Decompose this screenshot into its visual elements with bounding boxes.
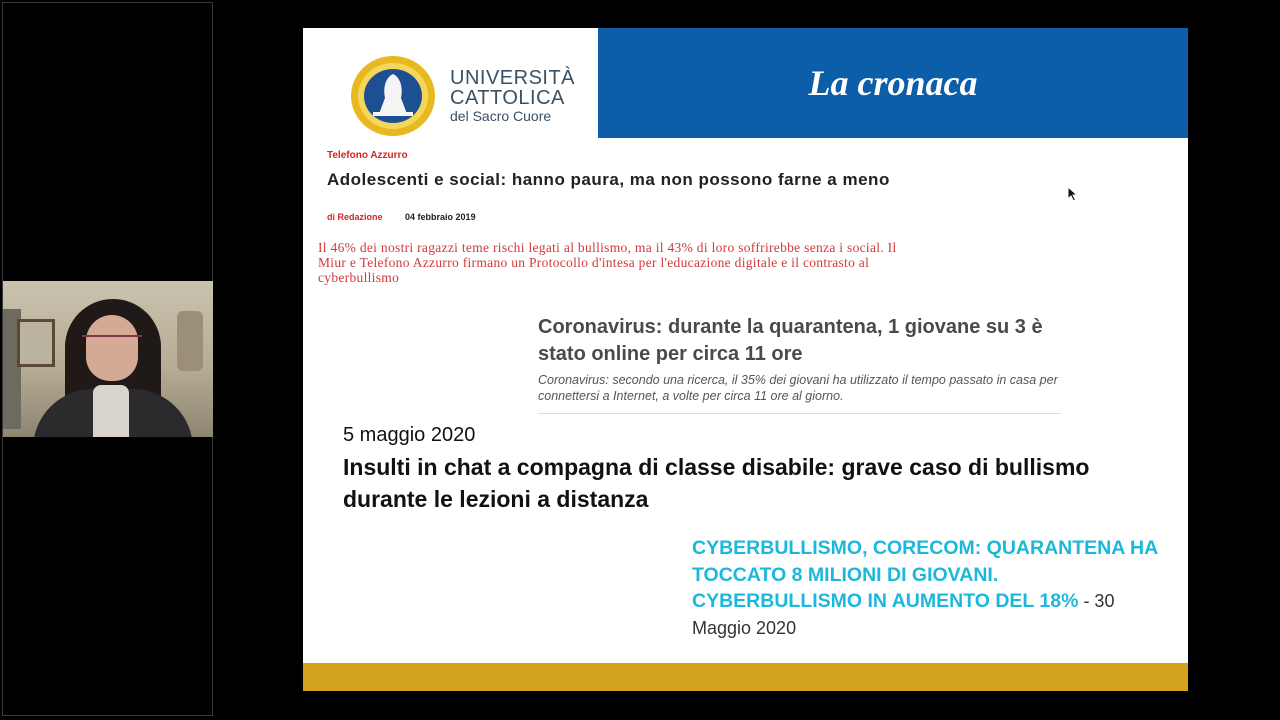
article-1-date: 04 febbraio 2019 bbox=[405, 212, 476, 222]
slide-header-banner bbox=[598, 28, 1188, 138]
logo-line-2: CATTOLICA bbox=[450, 87, 565, 109]
background-picture-frame bbox=[17, 319, 55, 367]
slide-title: La cronaca bbox=[808, 63, 978, 103]
mouse-pointer-icon bbox=[1067, 186, 1079, 202]
article-4-headline-text: CYBERBULLISMO, CORECOM: QUARANTENA HA TOCCATO 8 MILIONI DI GIOVANI. CYBERBULLISMO IN AUMENTO DEL 18% bbox=[692, 537, 1158, 612]
article-3-date: 5 maggio 2020 bbox=[343, 424, 476, 446]
article-1-headline: Adolescenti e social: hanno paura, ma non possono farne a meno bbox=[327, 170, 890, 189]
university-seal-icon bbox=[349, 54, 437, 138]
article-1-author: di Redazione bbox=[327, 212, 383, 222]
article-source-tag: Telefono Azzurro bbox=[327, 150, 408, 161]
article-2-summary: Coronavirus: secondo una ricerca, il 35% dei giovani ha utilizzato il tempo passato in casa per connettersi a Internet, a volte per circa 11 ore al giorno. bbox=[538, 373, 1058, 403]
presentation-slide bbox=[303, 28, 1188, 691]
article-2-divider bbox=[538, 413, 1061, 414]
article-4-date: - 30 Maggio 2020 bbox=[692, 591, 1115, 638]
logo-line-1: UNIVERSITÀ bbox=[450, 67, 576, 89]
article-2-headline: Coronavirus: durante la quarantena, 1 giovane su 3 è stato online per circa 11 ore bbox=[538, 316, 1043, 365]
presenter-shirt bbox=[93, 385, 129, 437]
university-logo-text bbox=[450, 68, 575, 125]
article-3-headline: Insulti in chat a compagna di classe disabile: grave caso di bullismo durante le lezioni a distanza bbox=[343, 454, 1090, 512]
article-1-summary: Il 46% dei nostri ragazzi teme rischi legati al bullismo, ma il 43% di loro soffrirebbe senza i social. Il Miur e Telefono Azzurro firmano un Protocollo d'intesa per l'educazione digitale e il contrasto al cyberbullismo bbox=[318, 240, 897, 285]
presenter-face bbox=[86, 315, 138, 381]
slide-footer-bar bbox=[303, 663, 1188, 691]
presenter-glasses bbox=[82, 335, 142, 347]
article-4-headline bbox=[692, 535, 1162, 641]
logo-line-3: del Sacro Cuore bbox=[450, 108, 552, 124]
background-lamp bbox=[177, 311, 203, 371]
webcam-video-tile[interactable] bbox=[3, 281, 213, 437]
article-1-byline bbox=[327, 212, 476, 222]
